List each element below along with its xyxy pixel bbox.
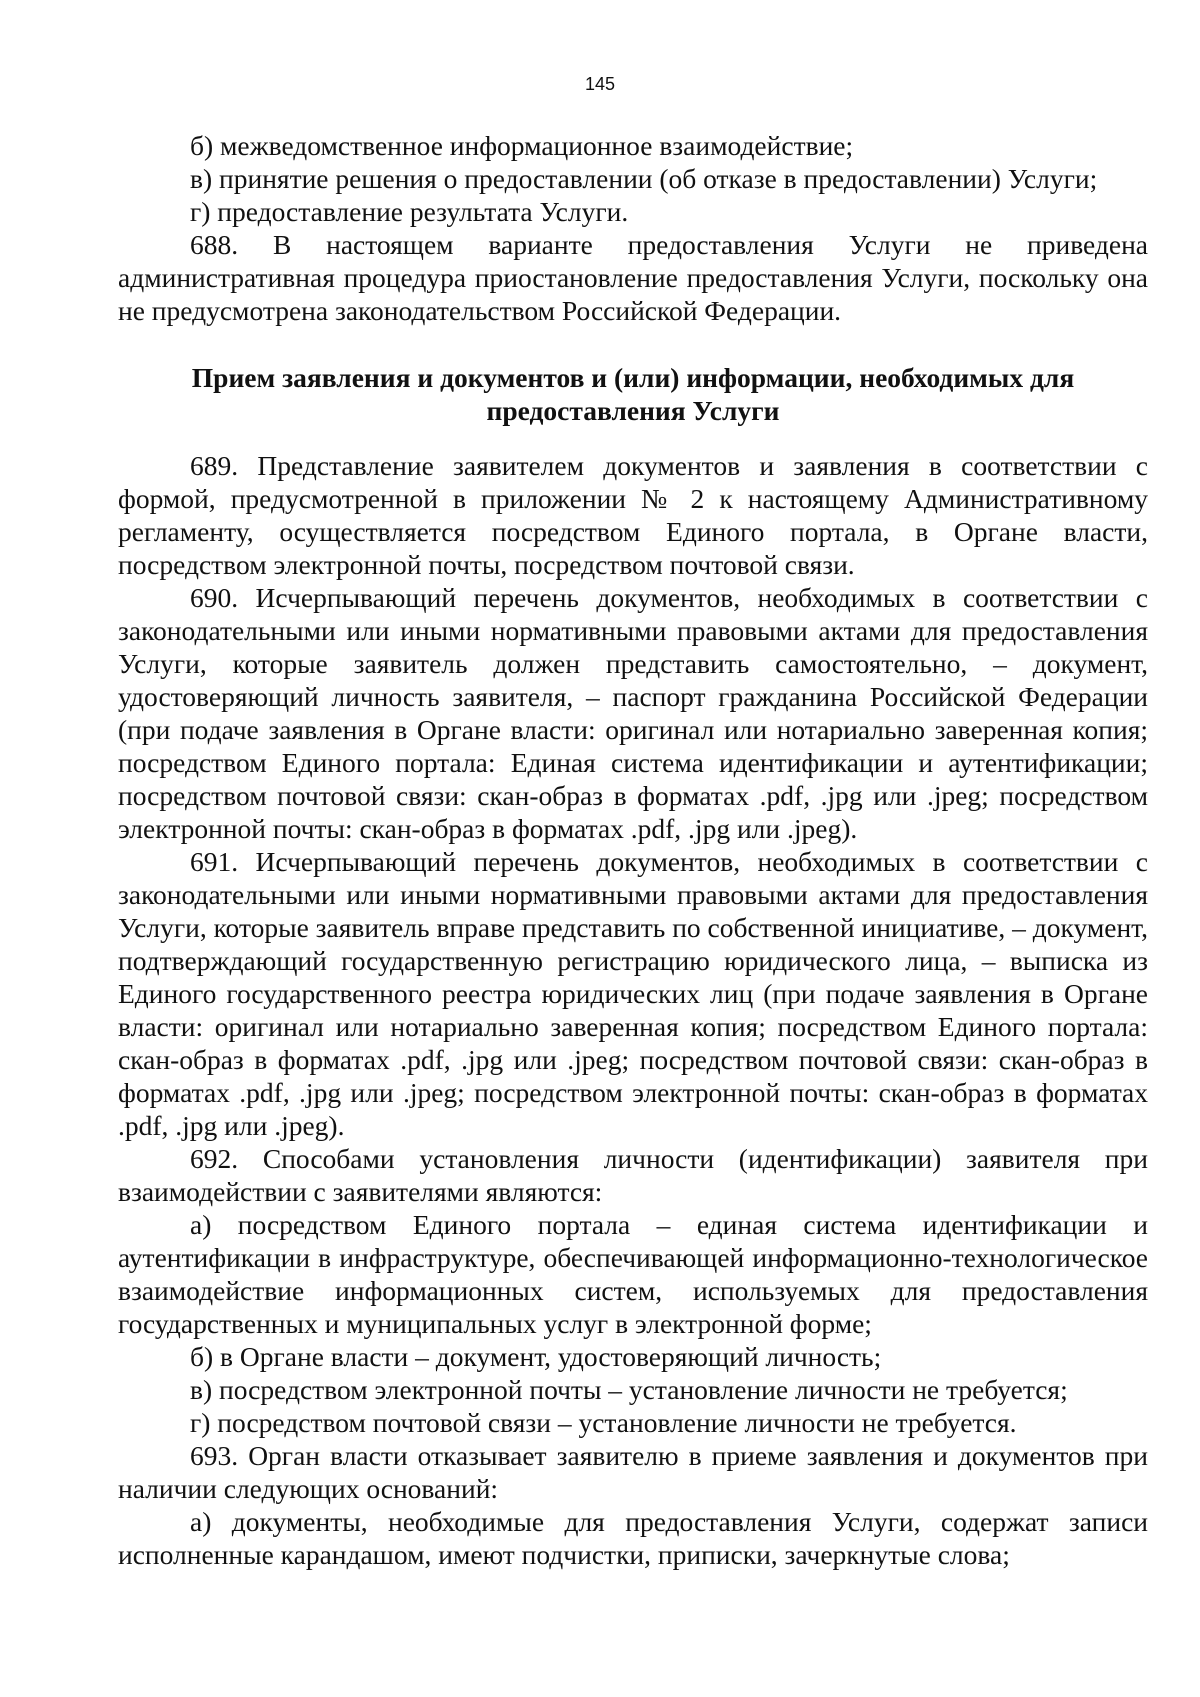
paragraph-692-g: г) посредством почтовой связи – установление личности не требуется. <box>190 1407 1017 1438</box>
paragraph-692-v: в) посредством электронной почты – установление личности не требуется; <box>190 1374 1068 1405</box>
section-heading: Прием заявления и документов и (или) информации, необходимых для предоставления Услуги <box>191 362 1075 426</box>
paragraph-result-provision: г) предоставление результата Услуги. <box>190 196 629 227</box>
paragraph-692: 692. Способами установления личности (идентификации) заявителя при взаимодействии с заявителями являются: <box>118 1143 1148 1207</box>
paragraph-693-a: а) документы, необходимые для предоставления Услуги, содержат записи исполненные карандашом, имеют подчистки, приписки, зачеркнутые слова; <box>118 1506 1148 1570</box>
paragraph-689: 689. Представление заявителем документов и заявления в соответствии с формой, предусмотренной в приложении № 2 к настоящему Административному регламенту, осуществляется посредством Единого портала, в Органе власти, посредством электронной почты, посредством почтовой связи. <box>118 450 1148 580</box>
paragraph-692-b: б) в Органе власти – документ, удостоверяющий личность; <box>190 1341 882 1372</box>
document-body <box>118 129 1148 1571</box>
paragraph-691: 691. Исчерпывающий перечень документов, необходимых в соответствии с законодательными или иными нормативными правовыми актами для предоставления Услуги, которые заявитель вправе представить по собственной инициативе, – документ, подтверждающий государственную регистрацию юридического лица, – выписка из Единого государственного реестра юридических лиц (при подаче заявления в Органе власти: оригинал или нотариально заверенная копия; посредством Единого портала: скан-образ в форматах .pdf, .jpg или .jpeg; посредством почтовой связи: скан-образ в форматах .pdf, .jpg или .jpeg; посредством электронной почты: скан-образ в форматах .pdf, .jpg или .jpeg). <box>118 846 1148 1141</box>
paragraph-688: 688. В настоящем варианте предоставления Услуги не приведена административная процедура приостановление предоставления Услуги, поскольку она не предусмотрена законодательством Российской Федерации. <box>118 229 1148 326</box>
paragraph-decision-making: в) принятие решения о предоставлении (об отказе в предоставлении) Услуги; <box>190 163 1098 194</box>
paragraph-690: 690. Исчерпывающий перечень документов, необходимых в соответствии с законодательными или иными нормативными правовыми актами для предоставления Услуги, которые заявитель должен представить самостоятельно, – документ, удостоверяющий личность заявителя, – паспорт гражданина Российской Федерации (при подаче заявления в Органе власти: оригинал или нотариально заверенная копия; посредством Единого портала: Единая система идентификации и аутентификации; посредством почтовой связи: скан-образ в форматах .pdf, .jpg или .jpeg; посредством электронной почты: скан-образ в форматах .pdf, .jpg или .jpeg). <box>118 582 1148 844</box>
paragraph-interagency-interaction: б) межведомственное информационное взаимодействие; <box>190 130 854 161</box>
paragraph-693: 693. Орган власти отказывает заявителю в приеме заявления и документов при наличии следующих оснований: <box>118 1440 1148 1504</box>
paragraph-692-a: а) посредством Единого портала – единая система идентификации и аутентификации в инфраструктуре, обеспечивающей информационно-технологическое взаимодействие информационных систем, используемых для предоставления государственных и муниципальных услуг в электронной форме; <box>118 1209 1148 1339</box>
page-number: 145 <box>584 74 616 94</box>
